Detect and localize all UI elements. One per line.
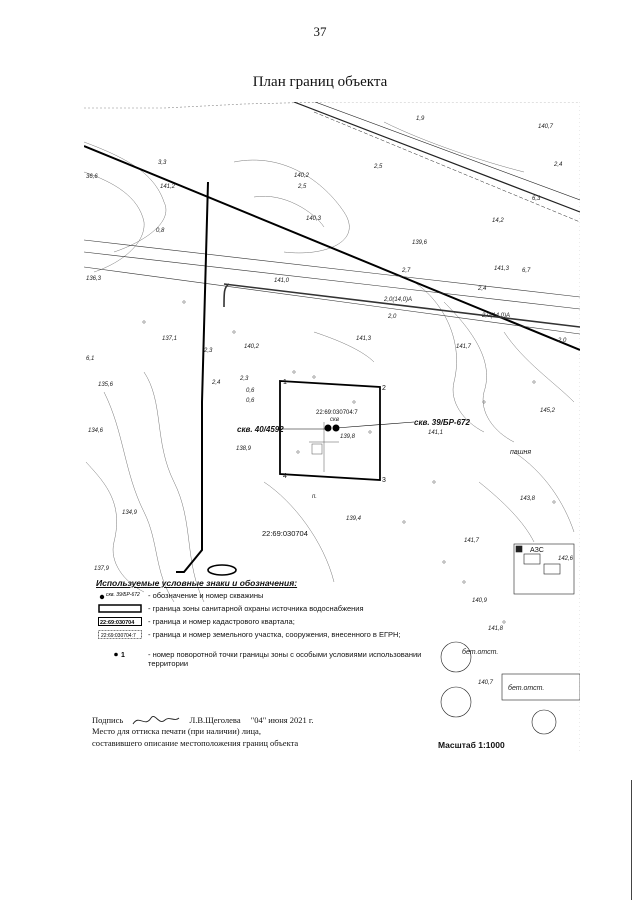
arable-land-label: пашня: [510, 449, 532, 456]
dimension-label: 137,1: [162, 336, 178, 342]
legend-text-parcel: - граница и номер земельного участка, сооружения, внесенного в ЕГРН;: [148, 630, 401, 639]
elevation: 141,3: [356, 336, 372, 342]
elevation: 138,9: [236, 446, 252, 452]
dimension-label: 14,2: [492, 218, 504, 224]
legend-symbol-sanitary: [98, 604, 142, 613]
legend-row-well: [96, 591, 436, 604]
dimension-label: 6,1: [86, 356, 95, 362]
map-scale: Масштаб 1:1000: [438, 740, 505, 750]
parcel-id: 22:69:030704:7: [316, 410, 358, 416]
legend-row-quarter: [96, 617, 436, 630]
legend-symbol-point-text: 1: [121, 652, 125, 659]
road-label-upper: 2,0(14,0)А: [384, 297, 413, 303]
dimension-label: 2,0: [558, 338, 567, 344]
elevation: 137,9: [94, 566, 110, 572]
elevation: 140,2: [244, 344, 260, 350]
legend-title: Используемые условные знаки и обозначения:: [96, 578, 298, 588]
road-label-lower: 2,0(14,0)А: [482, 313, 511, 319]
dimension-label: 2,0: [388, 314, 397, 320]
legend-row-point: [96, 650, 436, 670]
elevation: 135,6: [98, 382, 114, 388]
legend-symbol-quarter-text: 22:69:030704: [100, 620, 135, 626]
corner-point-2: 2: [382, 385, 386, 392]
contour-lines: [84, 122, 574, 602]
dimension-label: 0,8: [156, 228, 165, 234]
railway: [294, 102, 580, 222]
dimension-label: 0,6: [246, 398, 255, 404]
legend-text-quarter: - граница и номер кадастрового квартала;: [148, 617, 295, 626]
page-edge-mark: [631, 780, 632, 900]
elevation: 140,7: [478, 680, 494, 686]
elevation: 141,2: [160, 184, 176, 190]
elevation: 141,3: [494, 266, 510, 272]
elevation: 143,8: [520, 496, 536, 502]
legend-symbol-parcel: [98, 630, 142, 639]
ground-label: п.: [312, 494, 317, 500]
gas-station-label: АЗС: [530, 547, 544, 554]
elevation: 141,8: [488, 626, 504, 632]
dimension-label: 0,6: [246, 388, 255, 394]
elevation: 139,4: [346, 516, 362, 522]
elevation: 141,1: [428, 430, 444, 436]
well-marker-40: [325, 425, 332, 432]
quarter-id: 22:69:030704: [262, 529, 308, 538]
elevation: 134,9: [122, 510, 138, 516]
sanitary-zone-vertical: [176, 182, 208, 572]
map-top-edge: [84, 102, 580, 108]
elevation: 141,7: [456, 344, 472, 350]
dimension-label: 36,6: [86, 174, 98, 180]
gas-station-block: [514, 544, 574, 594]
legend-text-sanitary: - граница зоны санитарной охраны источника водоснабжения: [148, 604, 364, 613]
legend-symbol-point: [98, 650, 142, 659]
signature-date: "04" июня 2021 г.: [250, 714, 314, 725]
legend-symbol-well: [98, 591, 142, 600]
dimension-label: 2,4: [478, 286, 487, 292]
legend-symbol-quarter: [98, 617, 142, 626]
dimension-label: 3,3: [158, 160, 167, 166]
signer-name: Л.В.Щеголева: [189, 714, 241, 725]
dimension-label: 2,3: [204, 348, 213, 354]
elevation: 141,0: [274, 278, 290, 284]
well-label-40: скв. 40/4592: [237, 425, 284, 434]
stamp-line-2: составившего описание местоположения границ объекта: [92, 738, 299, 748]
legend: [96, 578, 436, 670]
legend-row-parcel: [96, 630, 436, 650]
legend-symbol-parcel-text: 22:69:030704:7: [101, 633, 136, 639]
elevation: 134,6: [88, 428, 104, 434]
well-leader-39: [336, 422, 414, 428]
elevation: 142,6: [558, 556, 574, 562]
sanitary-zone-diagonal: [84, 146, 580, 350]
oval-marker: [208, 565, 236, 575]
dimension-label: 2,3: [240, 376, 249, 382]
dimension-label: 6,7: [522, 268, 531, 274]
page-title: План границ объекта: [252, 74, 388, 90]
elevation: 140,3: [306, 216, 322, 222]
dimension-labels: [86, 160, 567, 404]
elevation: 145,2: [540, 408, 556, 414]
dimension-label: 2,4: [554, 162, 563, 168]
well-label-39: скв. 39/БР-672: [414, 418, 470, 427]
page-number: 37: [313, 24, 327, 39]
signature-label: Подпись: [92, 714, 124, 725]
dimension-label: 2,5: [298, 184, 307, 190]
dimension-label: 2,4: [212, 380, 221, 386]
elevation: 141,7: [464, 538, 480, 544]
well-marker-label: скв: [330, 417, 339, 423]
legend-text-well: - обозначение и номер скважины: [148, 591, 264, 600]
legend-row-sanitary: [96, 604, 436, 617]
elevation: 139,8: [340, 434, 356, 440]
dimension-label: 2,7: [402, 268, 411, 274]
elevation: 1,9: [416, 116, 425, 122]
corner-point-1: 1: [283, 379, 287, 386]
concrete-label-2: бет.отст.: [508, 685, 545, 692]
legend-text-point: - номер поворотной точки границы зоны с особыми условиями использовании территории: [148, 650, 422, 668]
corner-point-3: 3: [382, 477, 386, 484]
dimension-label: 136,3: [86, 276, 102, 282]
dimension-label: 6,3: [532, 196, 541, 202]
elevation: 140,2: [294, 173, 310, 179]
legend-symbol-well-text: скв. 39/БР-672: [106, 592, 140, 598]
elevation: 139,6: [412, 240, 428, 246]
dimension-label: 2,5: [374, 164, 383, 170]
concrete-label-1: бет.отст.: [462, 649, 499, 656]
corner-point-4: 4: [283, 473, 287, 480]
elevation: 140,9: [472, 598, 488, 604]
elevation: 140,7: [538, 124, 554, 130]
stamp-line-1: Место для оттиска печати (при наличии) лица,: [92, 726, 261, 736]
